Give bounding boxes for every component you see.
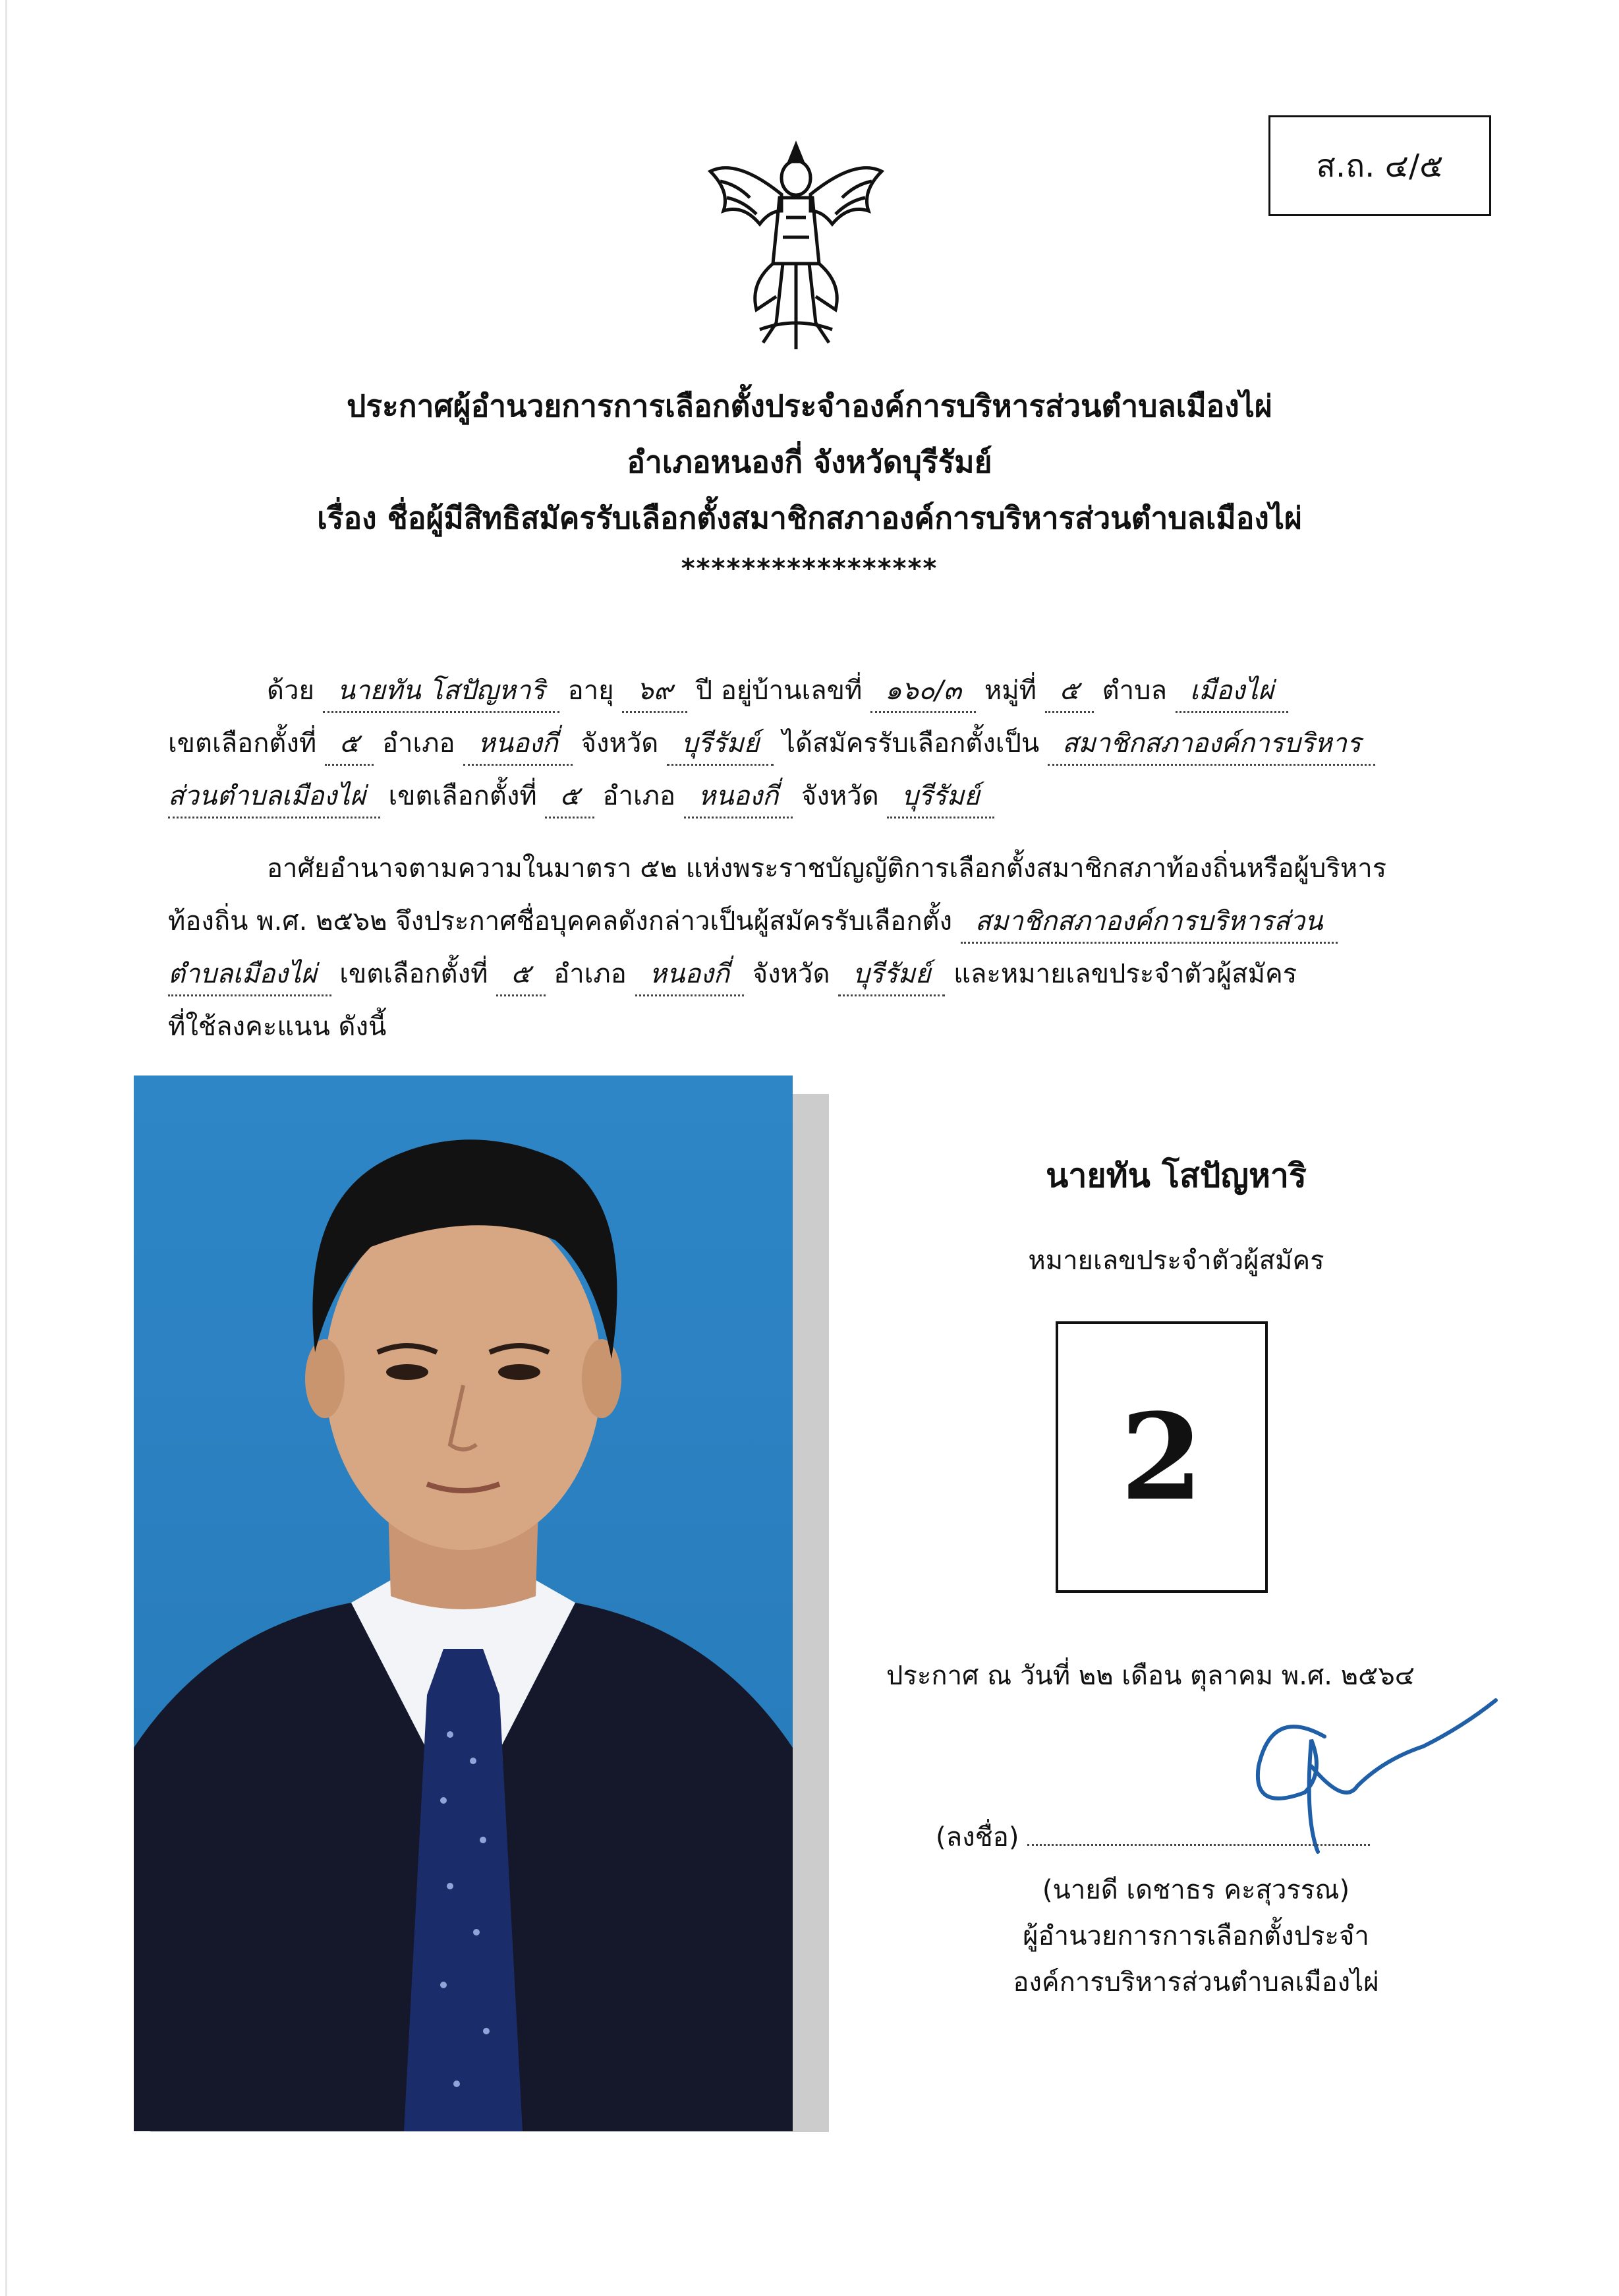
signatory-position-line1: ผู้อำนวยการการเลือกตั้งประจำ <box>1023 1921 1369 1951</box>
para2-line2 <box>168 900 1338 944</box>
para2-district-value: ๕ <box>496 952 545 996</box>
tambon-value: เมืองไผ่ <box>1176 669 1288 713</box>
age-value: ๖๙ <box>622 669 687 713</box>
para2-amphoe-value: หนองกี่ <box>635 952 744 996</box>
province-label-2: จังหวัด <box>801 781 879 811</box>
by-label: ด้วย <box>267 675 314 706</box>
stars-divider: ***************** <box>681 554 938 584</box>
sign-line <box>936 1816 1370 1858</box>
district-label-2: เขตเลือกตั้งที่ <box>388 781 537 811</box>
house-number: ๑๖๐/๓ <box>870 669 976 713</box>
position-value-b: ส่วนตำบลเมืองไผ่ <box>168 774 380 818</box>
amphoe-value-2: หนองกี่ <box>684 774 793 818</box>
title-line-1: ประกาศผู้อำนวยการการเลือกตั้งประจำองค์การบริหารส่วนตำบลเมืองไผ่ <box>347 388 1272 424</box>
candidate-number-label: หมายเลขประจำตัวผู้สมัคร <box>1028 1246 1324 1276</box>
signatory-name: (นายดี เดชาธร คะสุวรรณ) <box>1042 1875 1350 1905</box>
amphoe-value: หนองกี่ <box>463 722 572 766</box>
para2-line3 <box>168 952 1297 996</box>
para1-line2 <box>168 722 1375 766</box>
district-value-2: ๕ <box>545 774 594 818</box>
para2-line4: ที่ใช้ลงคะแนน ดังนี้ <box>168 1012 387 1042</box>
province-value: บุรีรัมย์ <box>667 722 774 766</box>
form-code: ส.ถ. ๔/๕ <box>1316 147 1444 185</box>
candidate-name: นายทัน โสปัญหาริ <box>1046 1157 1307 1195</box>
announcement-date: ประกาศ ณ วันที่ ๒๒ เดือน ตุลาคม พ.ศ. ๒๕๖๔ <box>886 1661 1415 1691</box>
sign-dotted-line <box>1027 1824 1370 1846</box>
district-label: เขตเลือกตั้งที่ <box>168 728 317 759</box>
age-label: อายุ <box>567 675 614 706</box>
applied-label: ได้สมัครรับเลือกตั้งเป็น <box>781 728 1040 759</box>
province-value-2: บุรีรัมย์ <box>887 774 994 818</box>
district-value: ๕ <box>325 722 374 766</box>
garuda-emblem-icon <box>697 132 895 356</box>
candidate-number: 2 <box>1120 1387 1203 1527</box>
para2-province-value: บุรีรัมย์ <box>838 952 945 996</box>
para2-amphoe-label: อำเภอ <box>554 959 627 989</box>
amphoe-label-2: อำเภอ <box>602 781 675 811</box>
para2-line2-text: ท้องถิ่น พ.ศ. ๒๕๖๒ จึงประกาศชื่อบุคคลดังกล่าวเป็นผู้สมัครรับเลือกตั้ง <box>168 906 953 936</box>
moo-value: ๕ <box>1045 669 1094 713</box>
para2-line1: อาศัยอำนาจตามความในมาตรา ๕๒ แห่งพระราชบัญญัติการเลือกตั้งสมาชิกสภาท้องถิ่นหรือผู้บริหาร <box>267 853 1387 884</box>
para2-district-label: เขตเลือกตั้งที่ <box>339 959 488 989</box>
page-edge <box>5 0 7 2296</box>
para2-tail: และหมายเลขประจำตัวผู้สมัคร <box>953 959 1297 989</box>
applicant-name: นายทัน โสปัญหาริ <box>323 669 559 713</box>
tambon-label: ตำบล <box>1102 675 1167 706</box>
moo-label: หมู่ที่ <box>984 675 1037 706</box>
para2-position-b: ตำบลเมืองไผ่ <box>168 952 331 996</box>
sign-label: (ลงชื่อ) <box>936 1822 1019 1852</box>
para2-position-a: สมาชิกสภาองค์การบริหารส่วน <box>961 900 1338 944</box>
form-code-box <box>1268 115 1491 216</box>
candidate-number-box <box>1056 1321 1268 1593</box>
title-line-2: อำเภอหนองกี่ จังหวัดบุรีรัมย์ <box>627 444 992 480</box>
signatory-position-line2: องค์การบริหารส่วนตำบลเมืองไผ่ <box>1013 1967 1379 1997</box>
position-value-a: สมาชิกสภาองค์การบริหาร <box>1048 722 1376 766</box>
years-label: ปี อยู่บ้านเลขที่ <box>695 675 863 706</box>
candidate-photo <box>134 1076 793 2131</box>
para1-line3 <box>168 774 994 818</box>
amphoe-label: อำเภอ <box>382 728 455 759</box>
para1-line1 <box>267 669 1288 713</box>
subject-line: เรื่อง ชื่อผู้มีสิทธิสมัครรับเลือกตั้งสมาชิกสภาองค์การบริหารส่วนตำบลเมืองไผ่ <box>317 500 1302 536</box>
province-label: จังหวัด <box>581 728 659 759</box>
para2-province-label: จังหวัด <box>752 959 830 989</box>
portrait-illustration <box>134 1076 793 2131</box>
